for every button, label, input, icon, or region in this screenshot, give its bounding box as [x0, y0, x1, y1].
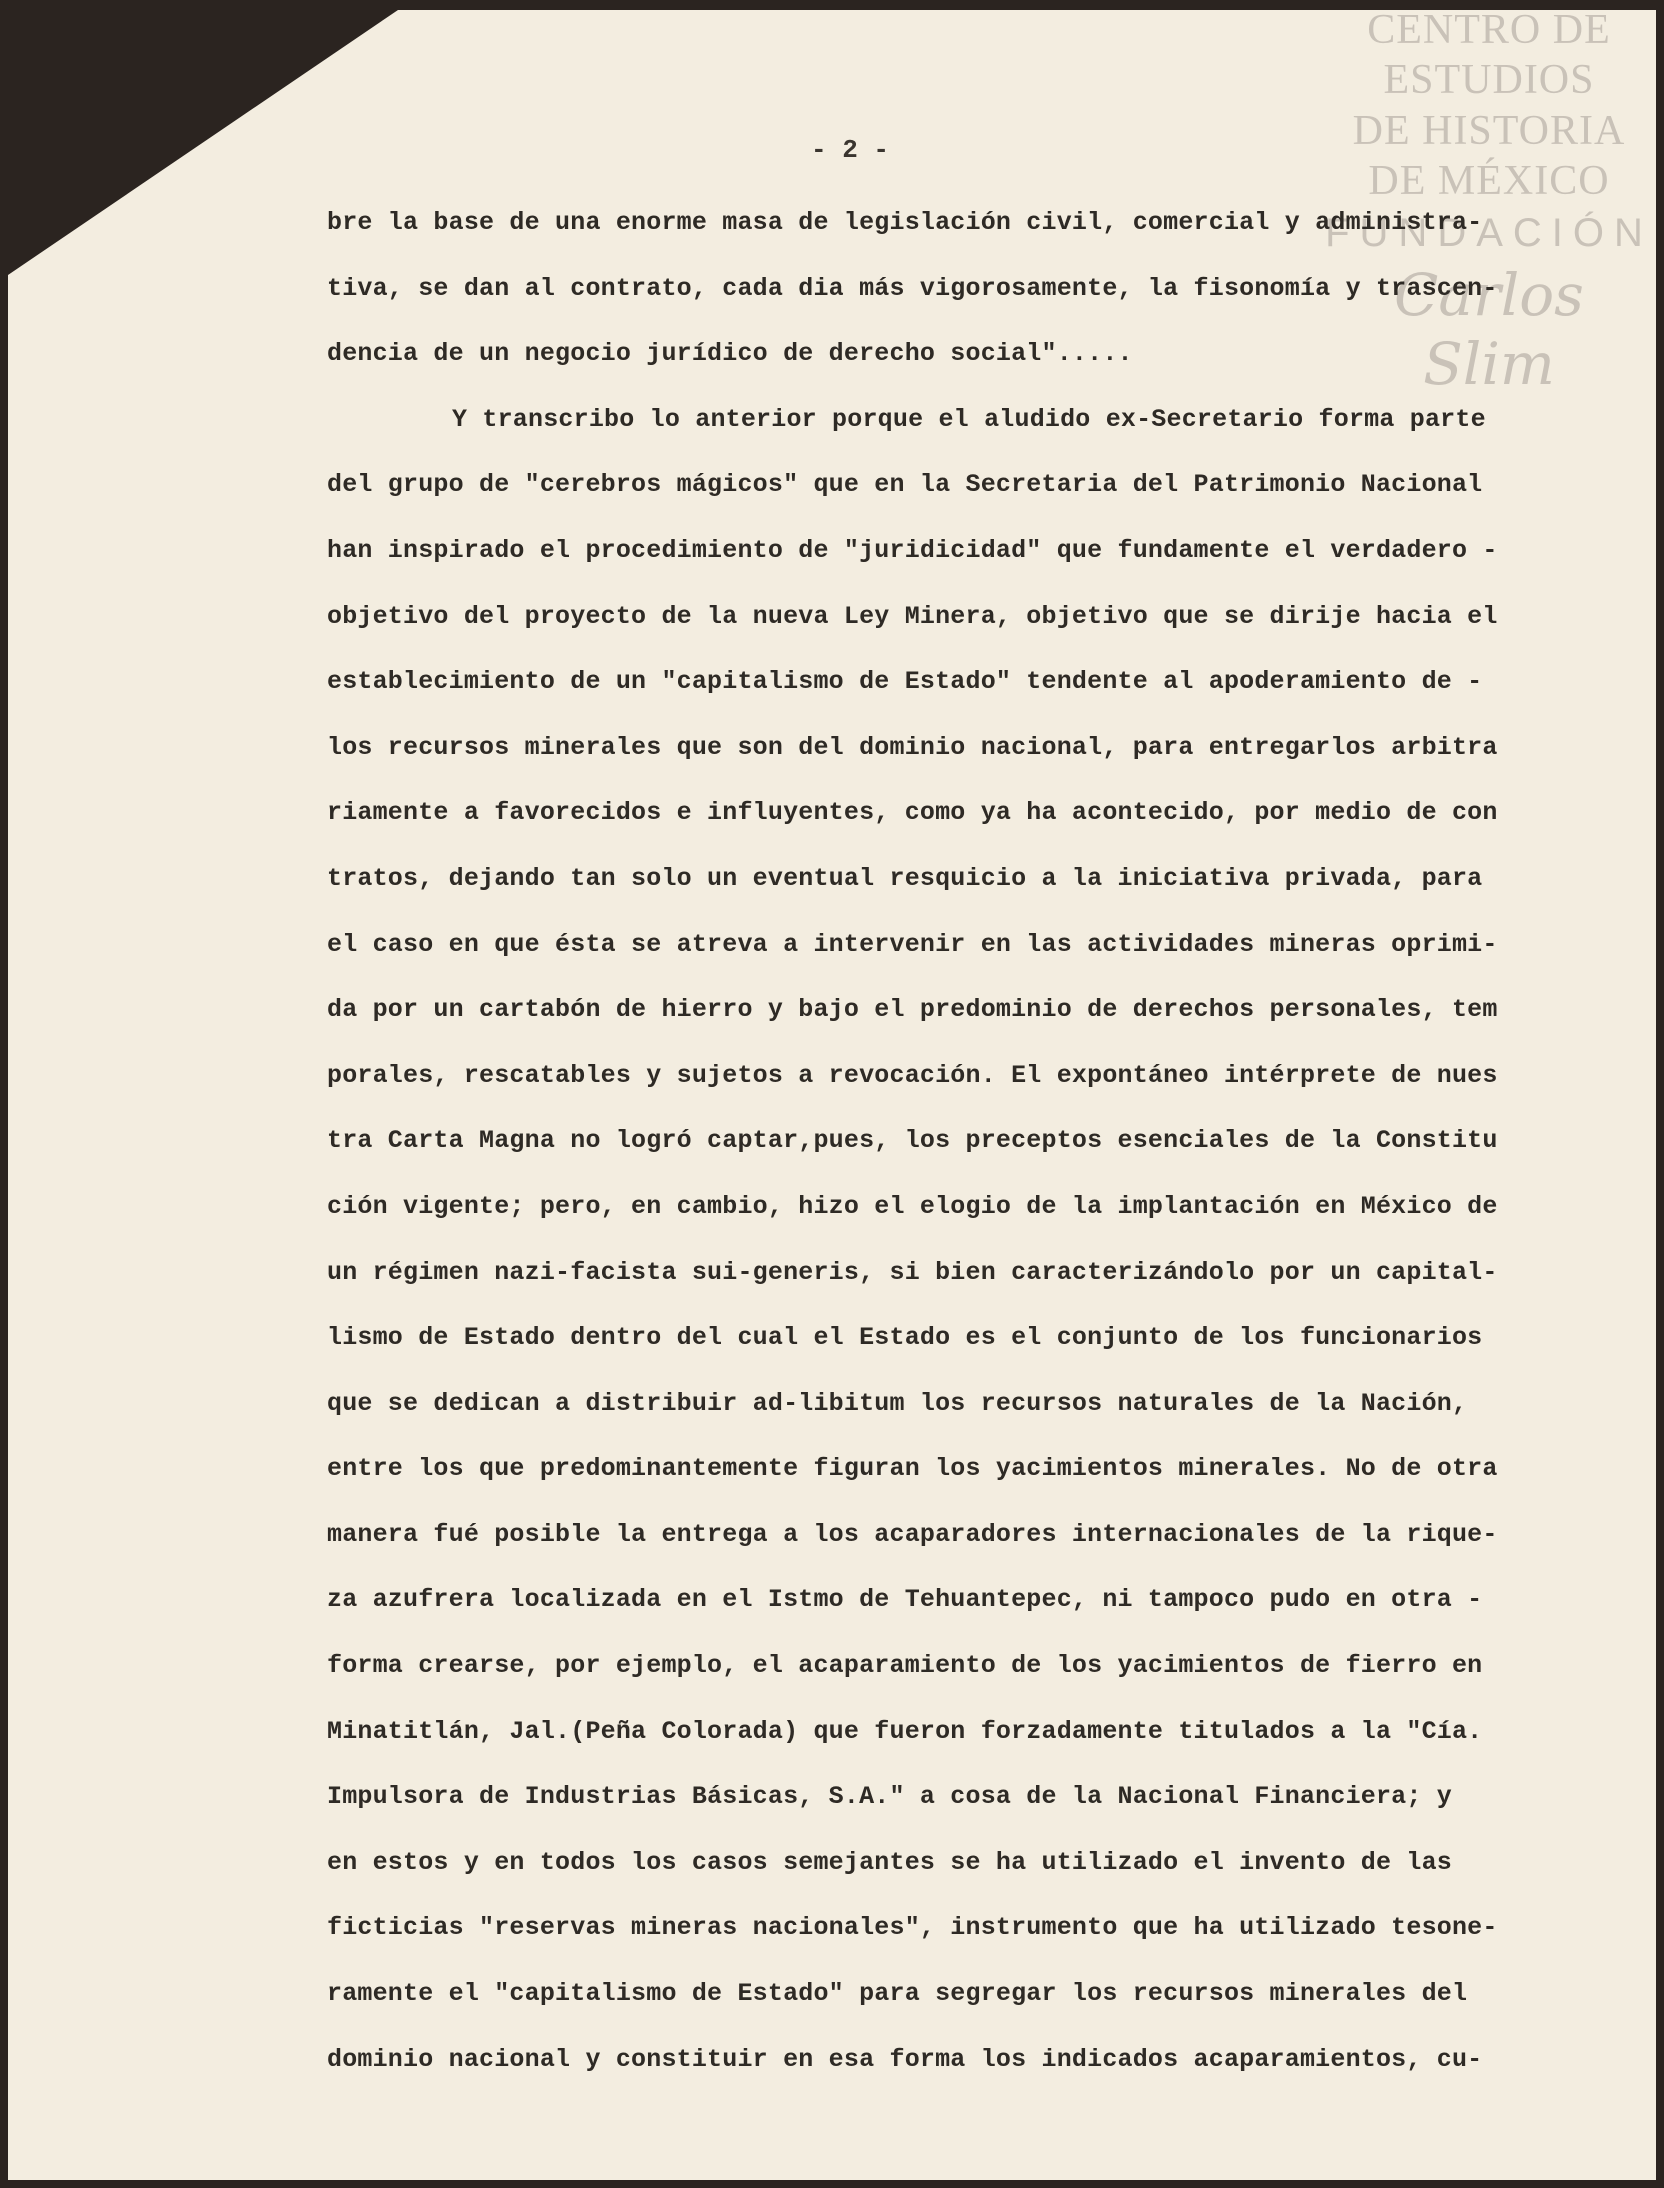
text-line: Minatitlán, Jal.(Peña Colorada) que fueron forzadamente titulados a la "Cía.: [327, 1716, 1483, 1746]
text-line: forma crearse, por ejemplo, el acaparamiento de los yacimientos de fierro en: [327, 1651, 1483, 1681]
text-line: bre la base de una enorme masa de legislación civil, comercial y administra-: [327, 208, 1483, 237]
text-line: tra Carta Magna no logró captar,pues, los preceptos esenciales de la Constitu: [327, 1126, 1498, 1156]
watermark-signature: Carlos Slim: [1394, 260, 1584, 399]
watermark-org: FUNDACIÓN: [1325, 210, 1653, 255]
watermark-line: DE MÉXICO: [1368, 158, 1610, 205]
text-line: dominio nacional y constituir en esa forma los indicados acaparamientos, cu-: [327, 2044, 1483, 2074]
watermark-line: ESTUDIOS: [1383, 57, 1595, 104]
text-line: que se dedican a distribuir ad-libitum los recursos naturales de la Nación,: [327, 1388, 1468, 1418]
text-line: han inspirado el procedimiento de "juridicidad" que fundamente el verdadero -: [327, 535, 1498, 565]
text-line: lismo de Estado dentro del cual el Estado es el conjunto de los funcionarios: [327, 1323, 1483, 1353]
text-line: establecimiento de un "capitalismo de Estado" tendente al apoderamiento de -: [327, 667, 1483, 697]
text-line: ficticias "reservas mineras nacionales", instrumento que ha utilizado tesone-: [327, 1913, 1498, 1943]
text-line: los recursos minerales que son del dominio nacional, para entregarlos arbitra: [327, 732, 1498, 762]
text-line: za azufrera localizada en el Istmo de Tehuantepec, ni tampoco pudo en otra -: [327, 1585, 1483, 1615]
text-line: en estos y en todos los casos semejantes se ha utilizado el invento de las: [327, 1847, 1452, 1877]
text-line: ramente el "capitalismo de Estado" para segregar los recursos minerales del: [327, 1979, 1468, 2009]
text-line: objetivo del proyecto de la nueva Ley Minera, objetivo que se dirije hacia el: [327, 601, 1498, 631]
text-line: ción vigente; pero, en cambio, hizo el elogio de la implantación en México de: [327, 1191, 1498, 1221]
watermark-line: DE HISTORIA: [1352, 107, 1626, 154]
text-line: porales, rescatables y sujetos a revocación. El expontáneo intérprete de nues: [327, 1060, 1498, 1090]
text-line: entre los que predominantemente figuran los yacimientos minerales. No de otra: [327, 1454, 1498, 1484]
page-number: - 2 -: [810, 135, 889, 165]
text-line: manera fué posible la entrega a los acaparadores internacionales de la rique-: [327, 1519, 1498, 1549]
text-line: da por un cartabón de hierro y bajo el predominio de derechos personales, tem: [327, 995, 1498, 1025]
text-line: del grupo de "cerebros mágicos" que en la Secretaria del Patrimonio Nacional: [327, 470, 1483, 500]
body-text: [327, 190, 1577, 2092]
text-line: Y transcribo lo anterior porque el aludido ex-Secretario forma parte: [452, 404, 1486, 434]
text-line: tratos, dejando tan solo un eventual resquicio a la iniciativa privada, para: [327, 863, 1483, 893]
text-line: Impulsora de Industrias Básicas, S.A." a cosa de la Nacional Financiera; y: [327, 1782, 1452, 1812]
text-line: riamente a favorecidos e influyentes, como ya ha acontecido, por medio de con: [327, 798, 1498, 828]
text-line: el caso en que ésta se atreva a intervenir en las actividades mineras oprimi-: [327, 929, 1498, 959]
text-line: tiva, se dan al contrato, cada dia más vigorosamente, la fisonomía y trascen-: [327, 273, 1498, 303]
watermark-line: CENTRO DE: [1367, 7, 1611, 53]
text-line: un régimen nazi-facista sui-generis, si bien caracterizándolo por un capital-: [327, 1257, 1498, 1287]
text-line: dencia de un negocio jurídico de derecho social".....: [327, 339, 1133, 369]
